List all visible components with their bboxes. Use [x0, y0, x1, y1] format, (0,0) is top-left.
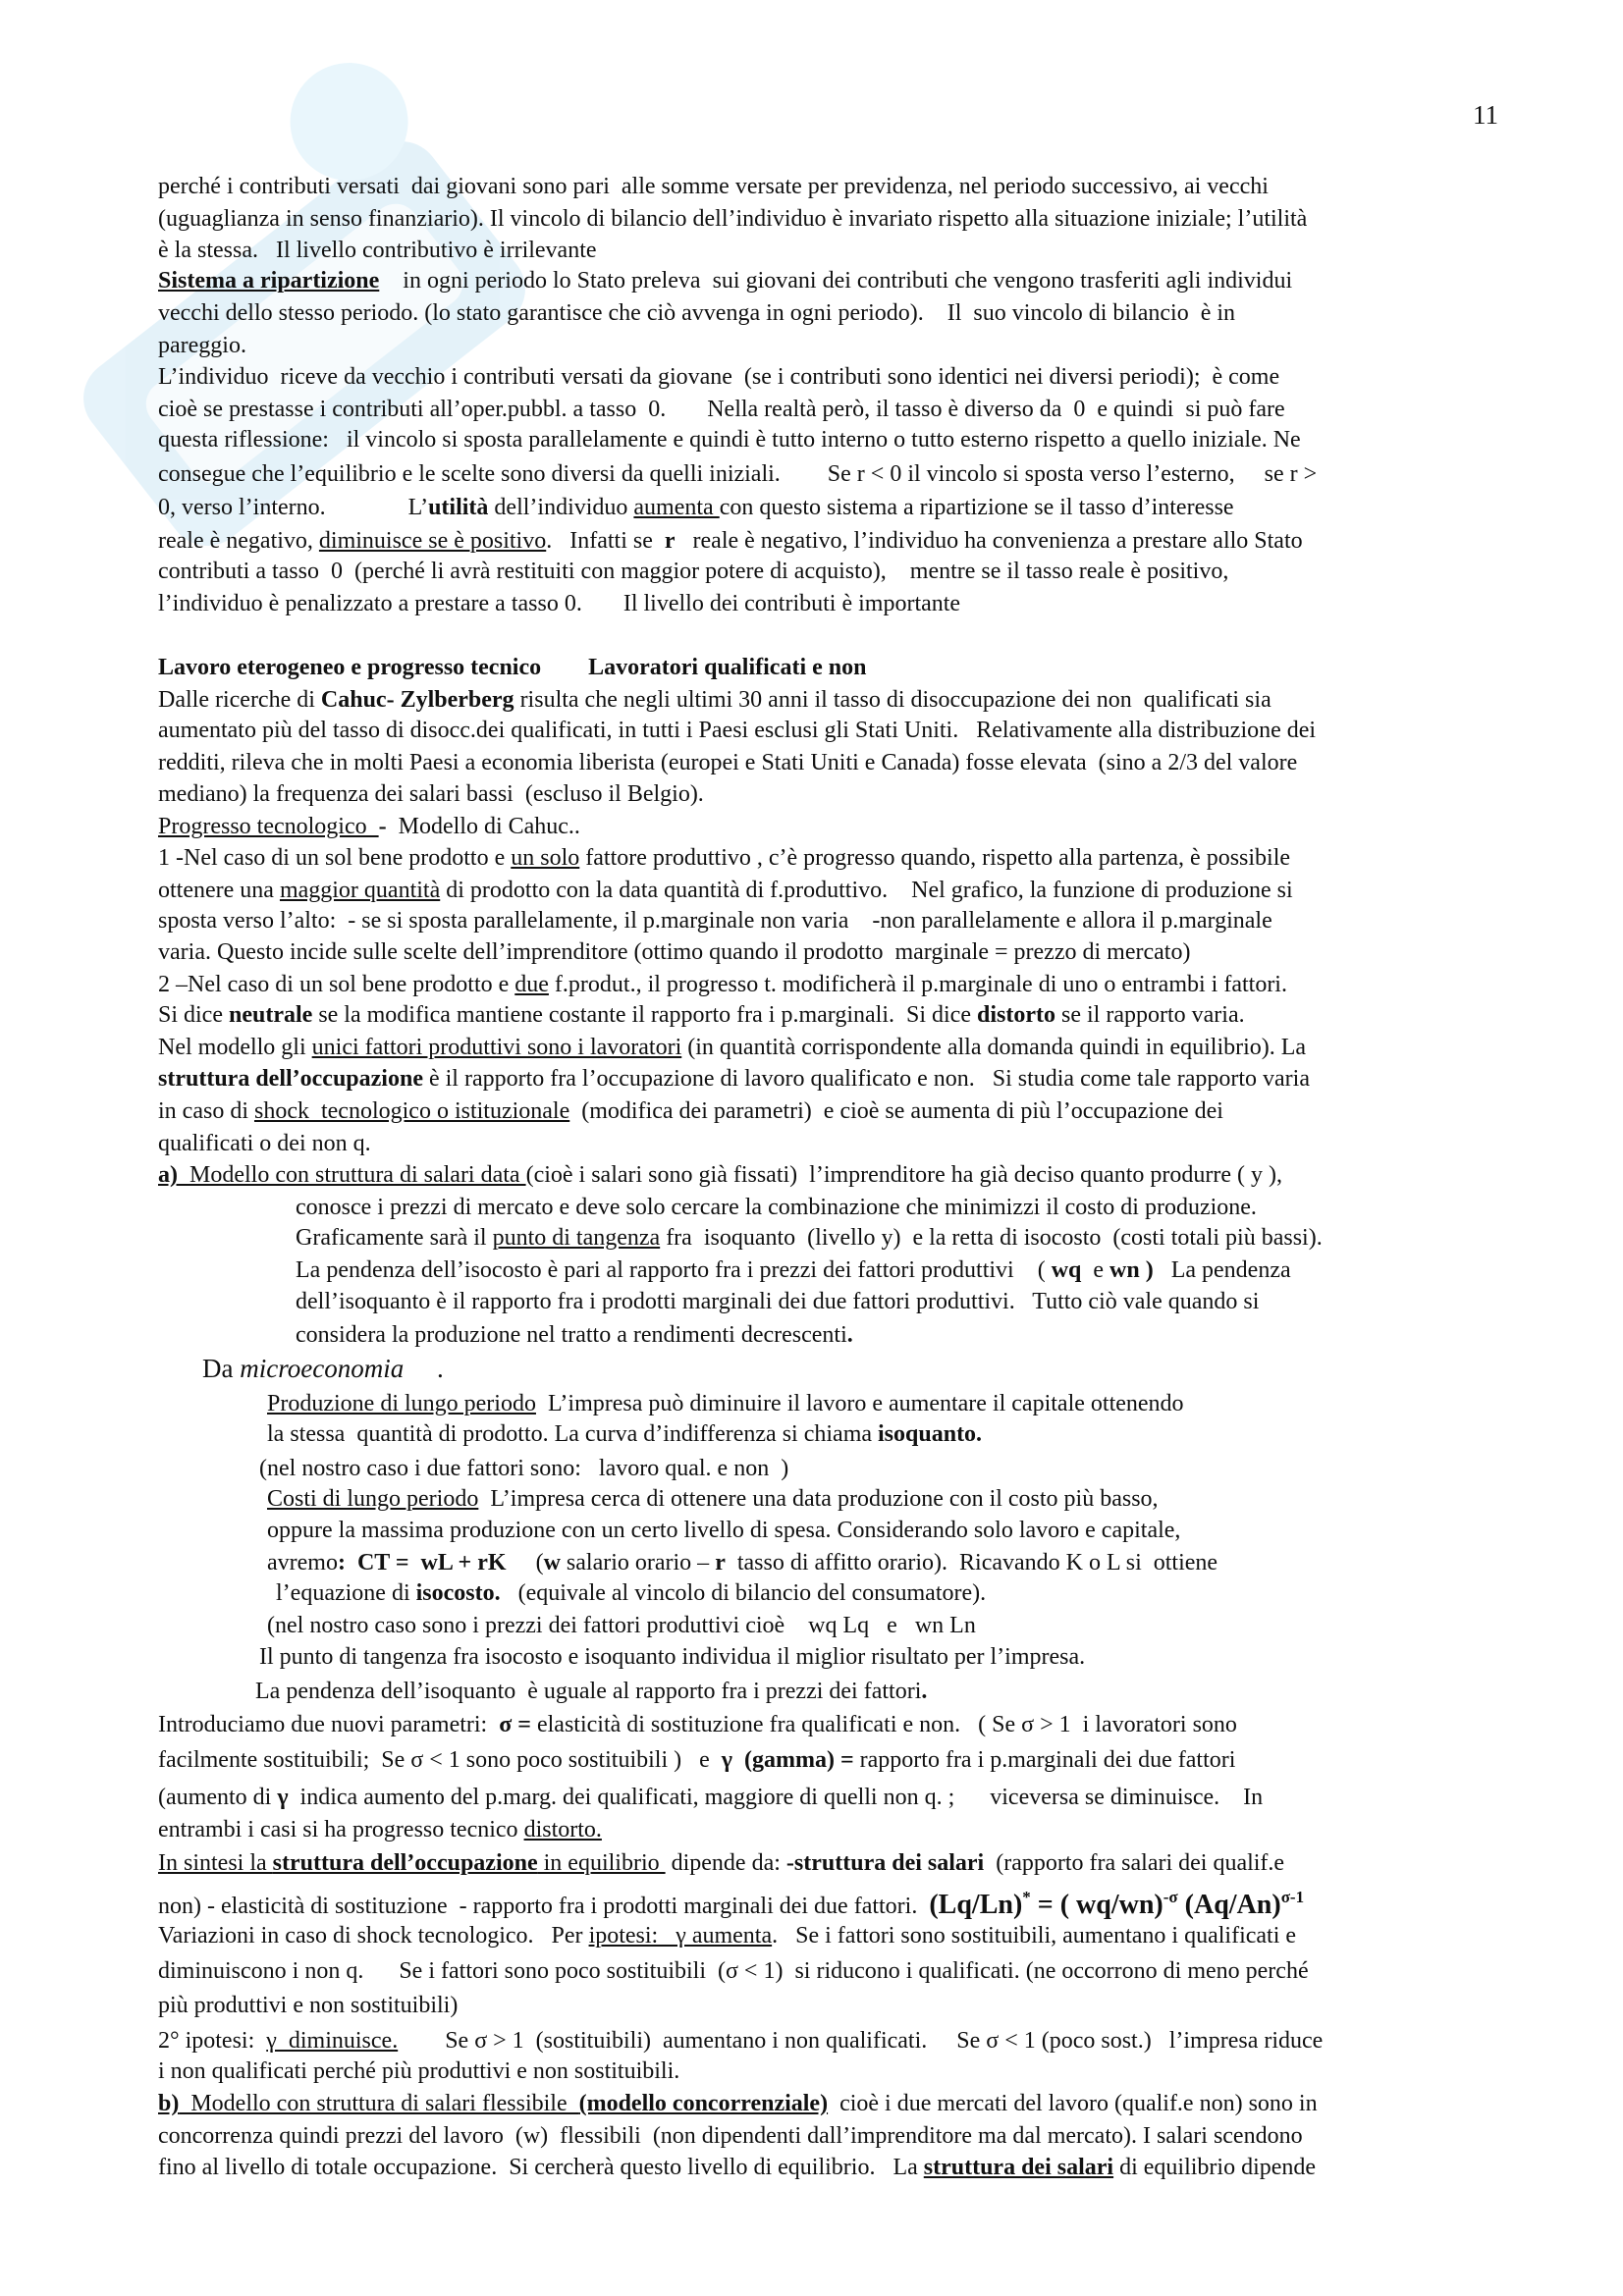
text-segment: diminuisce se è positivo: [318, 528, 547, 554]
text-segment: (Aq/An): [1177, 1890, 1281, 1920]
text-segment: mediano) la frequenza dei salari bassi (escluso il Belgio).: [158, 781, 704, 807]
text-line: [158, 1745, 1235, 1775]
text-line: [158, 459, 1317, 489]
text-segment: concorrenza quindi prezzi del lavoro (w) flessibili (non dipendenti dall’imprenditore ma dal mercato). I salari scendono: [158, 2123, 1303, 2149]
text-segment: punto di tangenza: [492, 1225, 661, 1251]
text-segment: .: [846, 1322, 853, 1348]
text-line: [158, 653, 866, 682]
text-line: [158, 1064, 1310, 1094]
text-segment: non) - elasticità di sostituzione - rapporto fra i prodotti marginali dei due fattori.: [158, 1894, 930, 1919]
text-line: [158, 1848, 1284, 1878]
text-segment: dell’individuo: [488, 495, 634, 520]
text-segment: Cahuc- Zylberberg: [320, 687, 514, 713]
text-line: [267, 1419, 982, 1449]
text-segment: l’equazione di: [276, 1580, 416, 1606]
text-segment: reale è negativo,: [158, 528, 319, 554]
text-line: [158, 236, 597, 265]
text-line: [276, 1578, 986, 1608]
text-line: [158, 876, 1293, 905]
text-line: [158, 1129, 371, 1158]
text-segment: (modello concorrenziale): [578, 2091, 829, 2116]
text-segment: due: [514, 972, 549, 997]
text-segment: facilmente sostituibili; Se σ < 1 sono poco sostituibili ) e: [158, 1747, 722, 1773]
text-line: [158, 557, 1228, 586]
text-segment: dell’isoquanto è il rapporto fra i prodotti marginali dei due fattori produttivi. Tutto ciò vale quando si: [296, 1289, 1260, 1314]
text-segment: shock tecnologico o istituzionale: [253, 1098, 570, 1124]
text-segment: L’impresa cerca di ottenere una data produzione con il costo più basso,: [478, 1486, 1159, 1512]
text-segment: w: [543, 1550, 561, 1575]
text-segment: tasso di affitto orario). Ricavando K o L si ottiene: [725, 1550, 1218, 1575]
text-segment: distorto.: [523, 1817, 602, 1842]
text-line: [158, 779, 704, 809]
text-segment: utilità: [428, 495, 489, 520]
text-line: [296, 1193, 1257, 1222]
text-segment: a): [158, 1162, 178, 1188]
text-segment: microeconomia: [240, 1354, 405, 1383]
text-line: [158, 1815, 602, 1844]
text-segment: in ogni periodo lo Stato preleva sui giovani dei contributi che vengono trasferiti agli individui: [379, 268, 1293, 294]
text-segment: *: [1022, 1888, 1031, 1906]
text-segment: wq: [1051, 1257, 1082, 1283]
text-segment: .: [921, 1679, 928, 1704]
text-segment: 0, verso l’interno. L’: [158, 495, 429, 520]
text-line: [158, 2089, 1318, 2118]
text-line: [158, 1921, 1296, 1950]
text-line: [158, 2121, 1303, 2151]
text-segment: perché i contributi versati dai giovani sono pari alle somme versate per previdenza, nel periodo successivo, ai vecchi: [158, 174, 1269, 199]
text-segment: più produttivi e non sostituibili): [158, 1993, 459, 2018]
text-segment: Il punto di tangenza fra isocosto e isoquanto individua il miglior risultato per l’impresa.: [259, 1644, 1086, 1670]
text-segment: -: [378, 814, 387, 839]
text-segment: . Infatti se: [546, 528, 665, 554]
text-segment: cioè i due mercati del lavoro (qualif.e non) sono in: [828, 2091, 1318, 2116]
text-line: [158, 716, 1316, 745]
text-segment: Produzione di lungo periodo: [267, 1391, 536, 1416]
text-segment: Modello con struttura di salari data: [178, 1162, 526, 1188]
text-line: [267, 1611, 976, 1640]
text-line: [267, 1548, 1217, 1577]
text-segment: oppure la massima produzione con un certo livello di spesa. Considerando solo lavoro e capitale,: [267, 1518, 1181, 1543]
text-segment: (nel nostro caso i due fattori sono: lavoro qual. e non ): [259, 1456, 789, 1481]
text-segment: (aumento di: [158, 1785, 278, 1810]
text-segment: L’individuo riceve da vecchio i contributi versati da giovane (se i contributi sono identici nei diversi periodi); è come: [158, 364, 1280, 390]
text-segment: Sistema a ripartizione: [158, 268, 380, 294]
text-segment: indica aumento del p.marg. dei qualificati, maggiore di quelli non q. ; viceversa se diminuisce. In: [288, 1785, 1264, 1810]
text-segment: Nel modello gli: [158, 1035, 312, 1060]
text-segment: In sintesi la: [158, 1850, 273, 1876]
text-line: [158, 2026, 1323, 2056]
text-segment: isoquanto.: [878, 1421, 983, 1447]
text-segment: (in quantità corrispondente alla domanda quindi in equilibrio). La: [681, 1035, 1307, 1060]
text-segment: wn ): [1109, 1257, 1154, 1283]
text-segment: : CT = wL + rK: [337, 1550, 507, 1575]
text-line: [158, 1160, 1282, 1190]
text-line: [202, 1354, 444, 1383]
text-segment: avremo: [267, 1550, 338, 1575]
text-segment: r: [664, 528, 676, 554]
text-segment: (modifica dei parametri) e cioè se aumenta di più l’occupazione dei: [569, 1098, 1223, 1124]
text-segment: di prodotto con la data quantità di f.produttivo. Nel grafico, la funzione di produzione si: [440, 878, 1293, 903]
text-segment: La pendenza: [1153, 1257, 1291, 1283]
text-segment: un solo: [511, 845, 580, 871]
page-number: 11: [1473, 100, 1498, 130]
text-segment: se la modifica mantiene costante il rapporto fra i p.marginali. Si dice: [312, 1002, 977, 1028]
text-segment: se il rapporto varia.: [1055, 1002, 1245, 1028]
text-segment: = ( wq/wn): [1030, 1890, 1163, 1920]
text-segment: diminuiscono i non q. Se i fattori sono poco sostituibili (σ < 1) si riducono i qualificati. (ne occorrono di meno perché: [158, 1958, 1309, 1984]
text-line: [267, 1516, 1180, 1545]
text-segment: f.produt., il progresso t. modificherà il p.marginale di uno o entrambi i fattori.: [548, 972, 1287, 997]
text-segment: reale è negativo, l’individuo ha convenienza a prestare allo Stato: [675, 528, 1303, 554]
text-segment: Se σ > 1 (sostituibili) aumentano i non qualificati. Se σ < 1 (poco sost.) l’impresa riduce: [398, 2028, 1324, 2054]
text-line: [158, 1783, 1263, 1812]
text-segment: ipotesi: γ aumenta: [588, 1923, 773, 1949]
text-segment: isocosto.: [415, 1580, 501, 1606]
text-segment: cioè se prestasse i contributi all’oper.pubbl. a tasso 0. Nella realtà però, il tasso è diverso da 0 e quindi si può fare: [158, 397, 1285, 422]
text-segment: (uguaglianza in senso finanziario). Il vincolo di bilancio dell’individuo è invariato rispetto alla situazione iniziale; l’utilità: [158, 206, 1308, 232]
text-line: [158, 331, 246, 360]
text-segment: struttura dell’occupazione: [272, 1850, 538, 1876]
text-line: [158, 937, 1190, 967]
text-line: [158, 812, 580, 841]
text-line: [267, 1484, 1159, 1514]
text-segment: ottenere una: [158, 878, 280, 903]
text-line: [158, 395, 1285, 424]
text-segment: risulta che negli ultimi 30 anni il tasso di disoccupazione dei non qualificati sia: [514, 687, 1271, 713]
text-line: [296, 1223, 1323, 1253]
text-segment: 1 -Nel caso di un sol bene prodotto e: [158, 845, 512, 871]
text-segment: in caso di: [158, 1098, 254, 1124]
text-line: [255, 1677, 927, 1706]
text-segment: è la stessa. Il livello contributivo è irrilevante: [158, 238, 597, 263]
text-segment: sposta verso l’alto: - se si sposta parallelamente, il p.marginale non varia -non parallelamente e allora il p.marginale: [158, 908, 1272, 934]
text-segment: σ =: [499, 1712, 531, 1737]
text-segment: Graficamente sarà il: [296, 1225, 493, 1251]
text-segment: salario orario –: [560, 1550, 716, 1575]
text-segment: l’individuo è penalizzato a prestare a tasso 0. Il livello dei contributi è importante: [158, 591, 961, 616]
text-segment: -σ: [1163, 1888, 1178, 1906]
text-line: [158, 685, 1271, 715]
text-line: [158, 748, 1297, 777]
text-line: [267, 1389, 1184, 1418]
text-segment: questa riflessione: il vincolo si sposta parallelamente e quindi è tutto interno o tutto esterno rispetto a quello iniziale. Ne: [158, 427, 1301, 453]
text-segment: di equilibrio dipende: [1113, 2155, 1317, 2180]
text-segment: struttura dei salari: [923, 2155, 1114, 2180]
text-segment: conosce i prezzi di mercato e deve solo cercare la combinazione che minimizzi il costo di produzione.: [296, 1195, 1257, 1220]
text-segment: (Lq/Ln): [929, 1890, 1023, 1920]
text-line: [158, 2056, 679, 2086]
text-line: [158, 204, 1307, 234]
text-segment: (cioè i salari sono già fissati) l’imprenditore ha già deciso quanto produrre ( y ),: [525, 1162, 1283, 1188]
text-line: [296, 1255, 1291, 1285]
text-segment: distorto: [977, 1002, 1055, 1028]
text-line: [296, 1320, 853, 1350]
text-segment: γ diminuisce.: [266, 2028, 399, 2054]
text-segment: in equilibrio: [537, 1850, 666, 1876]
text-segment: entrambi i casi si ha progresso tecnico: [158, 1817, 524, 1842]
text-line: [158, 1033, 1306, 1062]
text-line: [158, 2153, 1316, 2182]
text-segment: considera la produzione nel tratto a rendimenti decrescenti: [296, 1322, 847, 1348]
text-segment: fra isoquanto (livello y) e la retta di isocosto (costi totali più bassi).: [660, 1225, 1323, 1251]
text-line: [158, 493, 1234, 522]
text-segment: Progresso tecnologico: [158, 814, 379, 839]
text-line: [158, 1956, 1309, 1986]
text-segment: Dalle ricerche di: [158, 687, 321, 713]
text-segment: La pendenza dell’isocosto è pari al rapporto fra i prezzi dei fattori produttivi (: [296, 1257, 1052, 1283]
text-segment: con questo sistema a ripartizione se il tasso d’interesse: [719, 495, 1234, 520]
text-segment: γ (gamma) =: [721, 1747, 854, 1773]
text-segment: b): [158, 2091, 180, 2116]
text-line: [158, 1000, 1245, 1030]
text-line: [158, 172, 1269, 201]
text-segment: 2° ipotesi:: [158, 2028, 267, 2054]
text-segment: (equivale al vincolo di bilancio del consumatore).: [500, 1580, 987, 1606]
text-segment: fattore produttivo , c’è progresso quando, rispetto alla partenza, è possibile: [579, 845, 1291, 871]
text-segment: contributi a tasso 0 (perché li avrà restituiti con maggior potere di acquisto), mentre se il tasso reale è positivo,: [158, 559, 1229, 584]
text-segment: Modello di Cahuc..: [386, 814, 580, 839]
text-segment: aumenta: [633, 495, 720, 520]
text-segment: pareggio.: [158, 333, 246, 358]
text-segment: σ-1: [1280, 1888, 1305, 1906]
text-segment: γ: [277, 1785, 289, 1810]
text-segment: (: [506, 1550, 544, 1575]
text-segment: Si dice: [158, 1002, 229, 1028]
text-line: [158, 970, 1287, 999]
text-line: [158, 266, 1292, 295]
text-line: [158, 362, 1279, 392]
text-segment: varia. Questo incide sulle scelte dell’imprenditore (ottimo quando il prodotto marginale = prezzo di mercato): [158, 939, 1191, 965]
text-line: [158, 1096, 1223, 1126]
text-segment: elasticità di sostituzione fra qualificati e non. ( Se σ > 1 i lavoratori sono: [530, 1712, 1237, 1737]
text-line: [158, 298, 1235, 328]
text-segment: consegue che l’equilibrio e le scelte sono diversi da quelli iniziali. Se r < 0 il vincolo si sposta verso l’esterno, se r >: [158, 461, 1318, 487]
text-segment: i non qualificati perché più produttivi e non sostituibili.: [158, 2058, 680, 2084]
text-segment: r: [715, 1550, 726, 1575]
text-segment: neutrale: [229, 1002, 313, 1028]
text-line: [296, 1287, 1259, 1316]
text-line: [158, 906, 1272, 935]
text-segment: 2 –Nel caso di un sol bene prodotto e: [158, 972, 515, 997]
text-segment: qualificati o dei non q.: [158, 1131, 371, 1156]
text-segment: dipende da:: [665, 1850, 786, 1876]
text-line: [259, 1642, 1085, 1672]
text-segment: aumentato più del tasso di disocc.dei qualificati, in tutti i Paesi esclusi gli Stati Uniti. Relativamente alla distribuzione dei: [158, 718, 1317, 743]
text-segment: rapporto fra i p.marginali dei due fattori: [853, 1747, 1236, 1773]
text-segment: è il rapporto fra l’occupazione di lavoro qualificato e non. Si studia come tale rapporto varia: [422, 1066, 1310, 1092]
text-segment: Introduciamo due nuovi parametri:: [158, 1712, 500, 1737]
text-segment: la stessa quantità di prodotto. La curva d’indifferenza si chiama: [267, 1421, 879, 1447]
text-line: [158, 1991, 458, 2020]
text-segment: Variazioni in caso di shock tecnologico. Per: [158, 1923, 589, 1949]
text-segment: redditi, rileva che in molti Paesi a economia liberista (europei e Stati Uniti e Canada) fosse elevata (sino a 2/3 del valore: [158, 750, 1298, 775]
text-segment: La pendenza dell’isoquanto è uguale al rapporto fra i prezzi dei fattori: [255, 1679, 922, 1704]
text-segment: (rapporto fra salari dei qualif.e: [984, 1850, 1285, 1876]
text-line: [158, 589, 960, 618]
text-segment: Lavoro eterogeneo e progresso tecnico Lavoratori qualificati e non: [158, 655, 867, 680]
text-segment: Costi di lungo periodo: [267, 1486, 479, 1512]
text-segment: -struttura dei salari: [785, 1850, 985, 1876]
text-segment: maggior quantità: [279, 878, 441, 903]
text-segment: unici fattori produttivi sono i lavoratori: [311, 1035, 682, 1060]
text-segment: . Se i fattori sono sostituibili, aumentano i qualificati e: [772, 1923, 1297, 1949]
text-segment: Da: [202, 1354, 241, 1383]
text-segment: Modello con struttura di salari flessibile: [179, 2091, 579, 2116]
text-segment: vecchi dello stesso periodo. (lo stato garantisce che ciò avvenga in ogni periodo). Il suo vincolo di bilancio è in: [158, 300, 1236, 326]
text-line: [158, 1710, 1237, 1739]
text-line: [158, 1883, 1304, 1921]
text-line: [158, 843, 1290, 873]
text-segment: (nel nostro caso sono i prezzi dei fattori produttivi cioè wq Lq e wn Ln: [267, 1613, 976, 1638]
text-segment: e: [1081, 1257, 1110, 1283]
text-segment: fino al livello di totale occupazione. Si cercherà questo livello di equilibrio. La: [158, 2155, 924, 2180]
text-segment: .: [404, 1354, 444, 1383]
text-segment: L’impresa può diminuire il lavoro e aumentare il capitale ottenendo: [535, 1391, 1184, 1416]
text-segment: struttura dell’occupazione: [158, 1066, 423, 1092]
text-line: [259, 1454, 788, 1483]
text-line: [158, 526, 1303, 556]
text-line: [158, 425, 1301, 454]
